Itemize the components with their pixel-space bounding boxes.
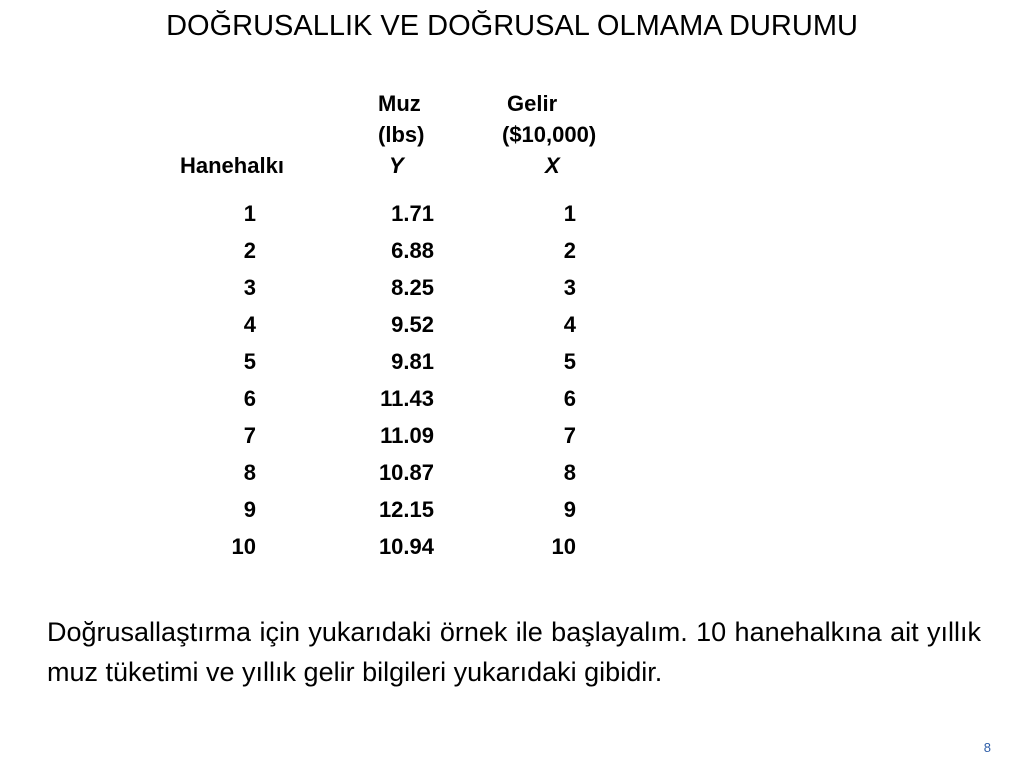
household-cell: 10 — [231, 534, 256, 559]
household-cell: 4 — [243, 312, 256, 337]
header-x-name: Gelir — [507, 91, 558, 116]
household-cell: 9 — [243, 497, 256, 522]
y-value-cell: 9.52 — [391, 312, 434, 337]
household-cell: 2 — [243, 238, 256, 263]
x-value-cell: 6 — [563, 386, 576, 411]
household-cell: 1 — [243, 201, 256, 226]
x-value-cell: 10 — [551, 534, 576, 559]
x-value-cell: 1 — [563, 201, 576, 226]
x-value-cell: 2 — [563, 238, 576, 263]
header-x-symbol: X — [545, 153, 560, 178]
y-value-cell: 12.15 — [378, 497, 434, 522]
y-value-cell: 11.43 — [380, 386, 434, 411]
body-paragraph: Doğrusallaştırma için yukarıdaki örnek ile başlayalım. 10 hanehalkına ait yıllık muz tüketimi ve yıllık gelir bilgileri yukarıdaki gibidir. — [47, 617, 981, 687]
header-x-unit: ($10,000) — [502, 122, 597, 147]
header-y-symbol: Y — [389, 153, 404, 178]
x-value-cell: 7 — [563, 423, 576, 448]
y-value-cell: 9.81 — [391, 349, 434, 374]
y-value-cell: 6.88 — [391, 238, 434, 263]
x-value-cell: 3 — [563, 275, 576, 300]
x-value-cell: 8 — [563, 460, 576, 485]
household-cell: 8 — [243, 460, 256, 485]
y-value-cell: 8.25 — [391, 275, 434, 300]
household-cell: 6 — [243, 386, 256, 411]
y-value-cell: 1.71 — [391, 201, 434, 226]
household-cell: 5 — [243, 349, 256, 374]
x-value-cell: 5 — [563, 349, 576, 374]
household-cell: 7 — [243, 423, 256, 448]
y-value-cell: 10.87 — [378, 460, 434, 485]
y-value-cell: 11.09 — [380, 423, 434, 448]
page-number: 8 — [983, 740, 991, 755]
x-value-cell: 4 — [563, 312, 576, 337]
header-household: Hanehalkı — [180, 153, 284, 178]
header-y-name: Muz — [378, 91, 421, 116]
y-value-cell: 10.94 — [378, 534, 434, 559]
slide-title: DOĞRUSALLIK VE DOĞRUSAL OLMAMA DURUMU — [166, 10, 858, 42]
household-cell: 3 — [243, 275, 256, 300]
x-value-cell: 9 — [563, 497, 576, 522]
header-y-unit: (lbs) — [378, 122, 425, 147]
